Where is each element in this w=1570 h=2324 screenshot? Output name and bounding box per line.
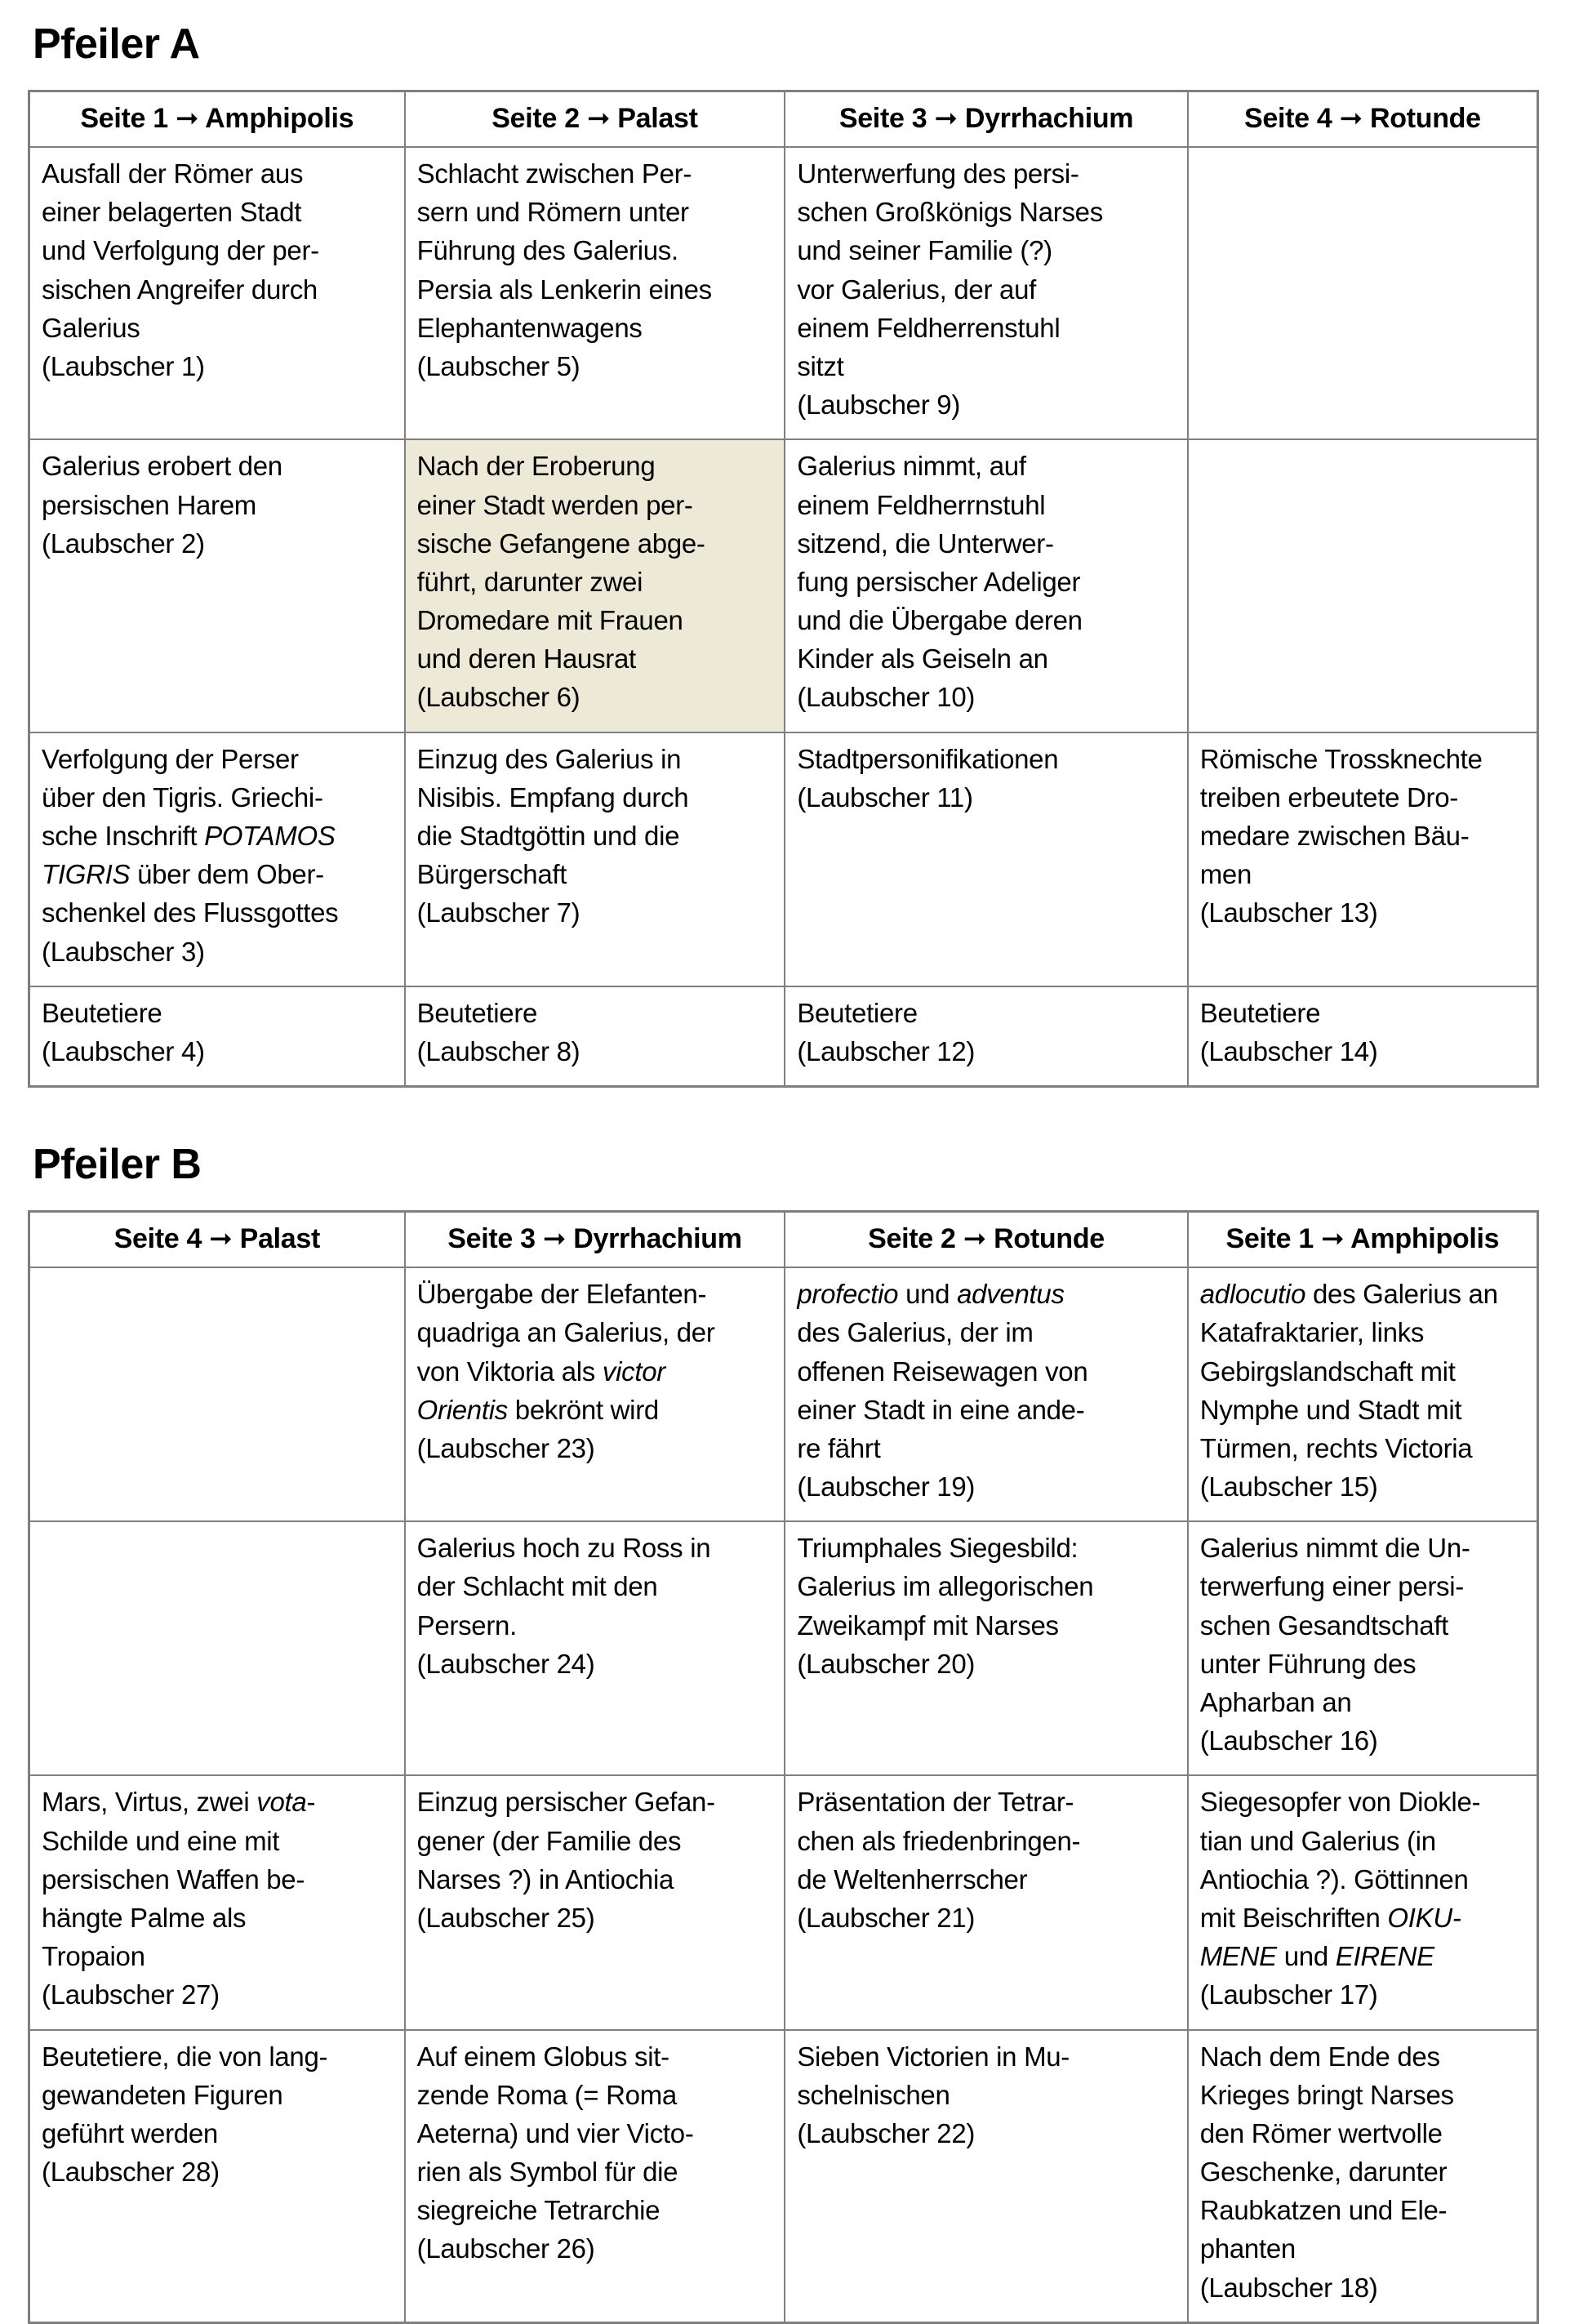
table-cell-laubscher-13: Römische Trossknechte treiben erbeutete Dro- medare zwischen Bäu- men (Laubscher 13) [1188, 732, 1538, 986]
table-row [29, 2030, 1538, 2323]
table-cell-laubscher-27: Mars, Virtus, zwei vota- Schilde und eine mit persischen Waffen be- hängte Palme als Tropaion (Laubscher 27) [29, 1775, 405, 2029]
pfeiler-b-table [28, 1210, 1539, 2324]
table-cell-laubscher-17: Siegesopfer von Diokle- tian und Galerius (in Antiochia ?). Göttinnen mit Beischriften OIKU- MENE und EIRENE (Laubscher 17) [1188, 1775, 1538, 2029]
column-header-seite3: Seite 3 ➞ Dyrrhachium [785, 91, 1187, 148]
table-cell-laubscher-10: Galerius nimmt, auf einem Feldherrnstuhl sitzend, die Unterwer- fung persischer Adeliger und die Übergabe deren Kinder als Geiseln an (Laubscher 10) [785, 439, 1187, 732]
table-cell-laubscher-21: Präsentation der Tetrar- chen als friedenbringen- de Weltenherrscher (Laubscher 21) [785, 1775, 1187, 2029]
table-cell-laubscher-20: Triumphales Siegesbild: Galerius im allegorischen Zweikampf mit Narses (Laubscher 20) [785, 1521, 1187, 1775]
table-row [29, 732, 1538, 986]
table-cell-laubscher-24: Galerius hoch zu Ross in der Schlacht mit den Persern. (Laubscher 24) [405, 1521, 785, 1775]
table-row [29, 1267, 1538, 1521]
table-row [29, 1775, 1538, 2029]
table-row [29, 439, 1538, 732]
table-cell-laubscher-15: adlocutio des Galerius an Katafraktarier, links Gebirgslandschaft mit Nymphe und Stadt mit Türmen, rechts Victoria (Laubscher 15) [1188, 1267, 1538, 1521]
table-cell-laubscher-12: Beutetiere (Laubscher 12) [785, 986, 1187, 1087]
table-cell-laubscher-7: Einzug des Galerius in Nisibis. Empfang durch die Stadtgöttin und die Bürgerschaft (Laubscher 7) [405, 732, 785, 986]
column-header-seite4: Seite 4 ➞ Rotunde [1188, 91, 1538, 148]
table-cell-laubscher-28: Beutetiere, die von lang- gewandeten Figuren geführt werden (Laubscher 28) [29, 2030, 405, 2323]
section-title-pfeiler-a: Pfeiler A [33, 20, 200, 68]
table-cell-laubscher-11: Stadtpersonifikationen (Laubscher 11) [785, 732, 1187, 986]
table-cell-laubscher-1: Ausfall der Römer aus einer belagerten Stadt und Verfolgung der per- sischen Angreifer durch Galerius (Laubscher 1) [29, 147, 405, 439]
table-cell-laubscher-22: Sieben Victorien in Mu- schelnischen (Laubscher 22) [785, 2030, 1187, 2323]
table-cell-laubscher-25: Einzug persischer Gefan- gener (der Familie des Narses ?) in Antiochia (Laubscher 25) [405, 1775, 785, 2029]
table-cell-laubscher-4: Beutetiere (Laubscher 4) [29, 986, 405, 1087]
table-cell-empty [1188, 147, 1538, 439]
table-header-row [29, 91, 1538, 148]
table-cell-laubscher-18: Nach dem Ende des Krieges bringt Narses den Römer wertvolle Geschenke, darunter Raubkatzen und Ele- phanten (Laubscher 18) [1188, 2030, 1538, 2323]
table-cell-laubscher-9: Unterwerfung des persi- schen Großkönigs Narses und seiner Familie (?) vor Galerius, der auf einem Feldherrenstuhl sitzt (Laubscher 9) [785, 147, 1187, 439]
column-header-seite1: Seite 1 ➞ Amphipolis [29, 91, 405, 148]
section-pfeiler-b [28, 1140, 1542, 2324]
table-row [29, 986, 1538, 1087]
table-cell-empty [29, 1267, 405, 1521]
table-cell-laubscher-26: Auf einem Globus sit- zende Roma (= Roma Aeterna) und vier Victo- rien als Symbol für die siegreiche Tetrarchie (Laubscher 26) [405, 2030, 785, 2323]
table-cell-empty [1188, 439, 1538, 732]
table-row [29, 1521, 1538, 1775]
table-cell-laubscher-8: Beutetiere (Laubscher 8) [405, 986, 785, 1087]
column-header-seite4: Seite 4 ➞ Palast [29, 1212, 405, 1268]
section-pfeiler-a [28, 20, 1542, 1088]
table-cell-laubscher-3: Verfolgung der Perser über den Tigris. Griechi- sche Inschrift POTAMOS TIGRIS über dem Ober- schenkel des Flussgottes (Laubscher 3) [29, 732, 405, 986]
table-cell-laubscher-5: Schlacht zwischen Per- sern und Römern unter Führung des Galerius. Persia als Lenkerin eines Elephantenwagens (Laubscher 5) [405, 147, 785, 439]
section-title-pfeiler-b: Pfeiler B [33, 1141, 202, 1189]
table-cell-laubscher-19: profectio und adventus des Galerius, der im offenen Reisewagen von einer Stadt in eine ande- re fährt (Laubscher 19) [785, 1267, 1187, 1521]
table-cell-laubscher-16: Galerius nimmt die Un- terwerfung einer persi- schen Gesandtschaft unter Führung des Apharban an (Laubscher 16) [1188, 1521, 1538, 1775]
column-header-seite2: Seite 2 ➞ Palast [405, 91, 785, 148]
table-cell-laubscher-2: Galerius erobert den persischen Harem (Laubscher 2) [29, 439, 405, 732]
column-header-seite2: Seite 2 ➞ Rotunde [785, 1212, 1187, 1268]
table-cell-empty [29, 1521, 405, 1775]
table-cell-highlighted-laubscher-6: Nach der Eroberung einer Stadt werden per- sische Gefangene abge- führt, darunter zwei Dromedare mit Frauen und deren Hausrat (Laubscher 6) [405, 439, 785, 732]
table-header-row [29, 1212, 1538, 1268]
table-row [29, 147, 1538, 439]
column-header-seite3: Seite 3 ➞ Dyrrhachium [405, 1212, 785, 1268]
pfeiler-a-table [28, 90, 1539, 1088]
table-cell-laubscher-23: Übergabe der Elefanten- quadriga an Galerius, der von Viktoria als victor Orientis bekrönt wird (Laubscher 23) [405, 1267, 785, 1521]
table-cell-laubscher-14: Beutetiere (Laubscher 14) [1188, 986, 1538, 1087]
column-header-seite1: Seite 1 ➞ Amphipolis [1188, 1212, 1538, 1268]
